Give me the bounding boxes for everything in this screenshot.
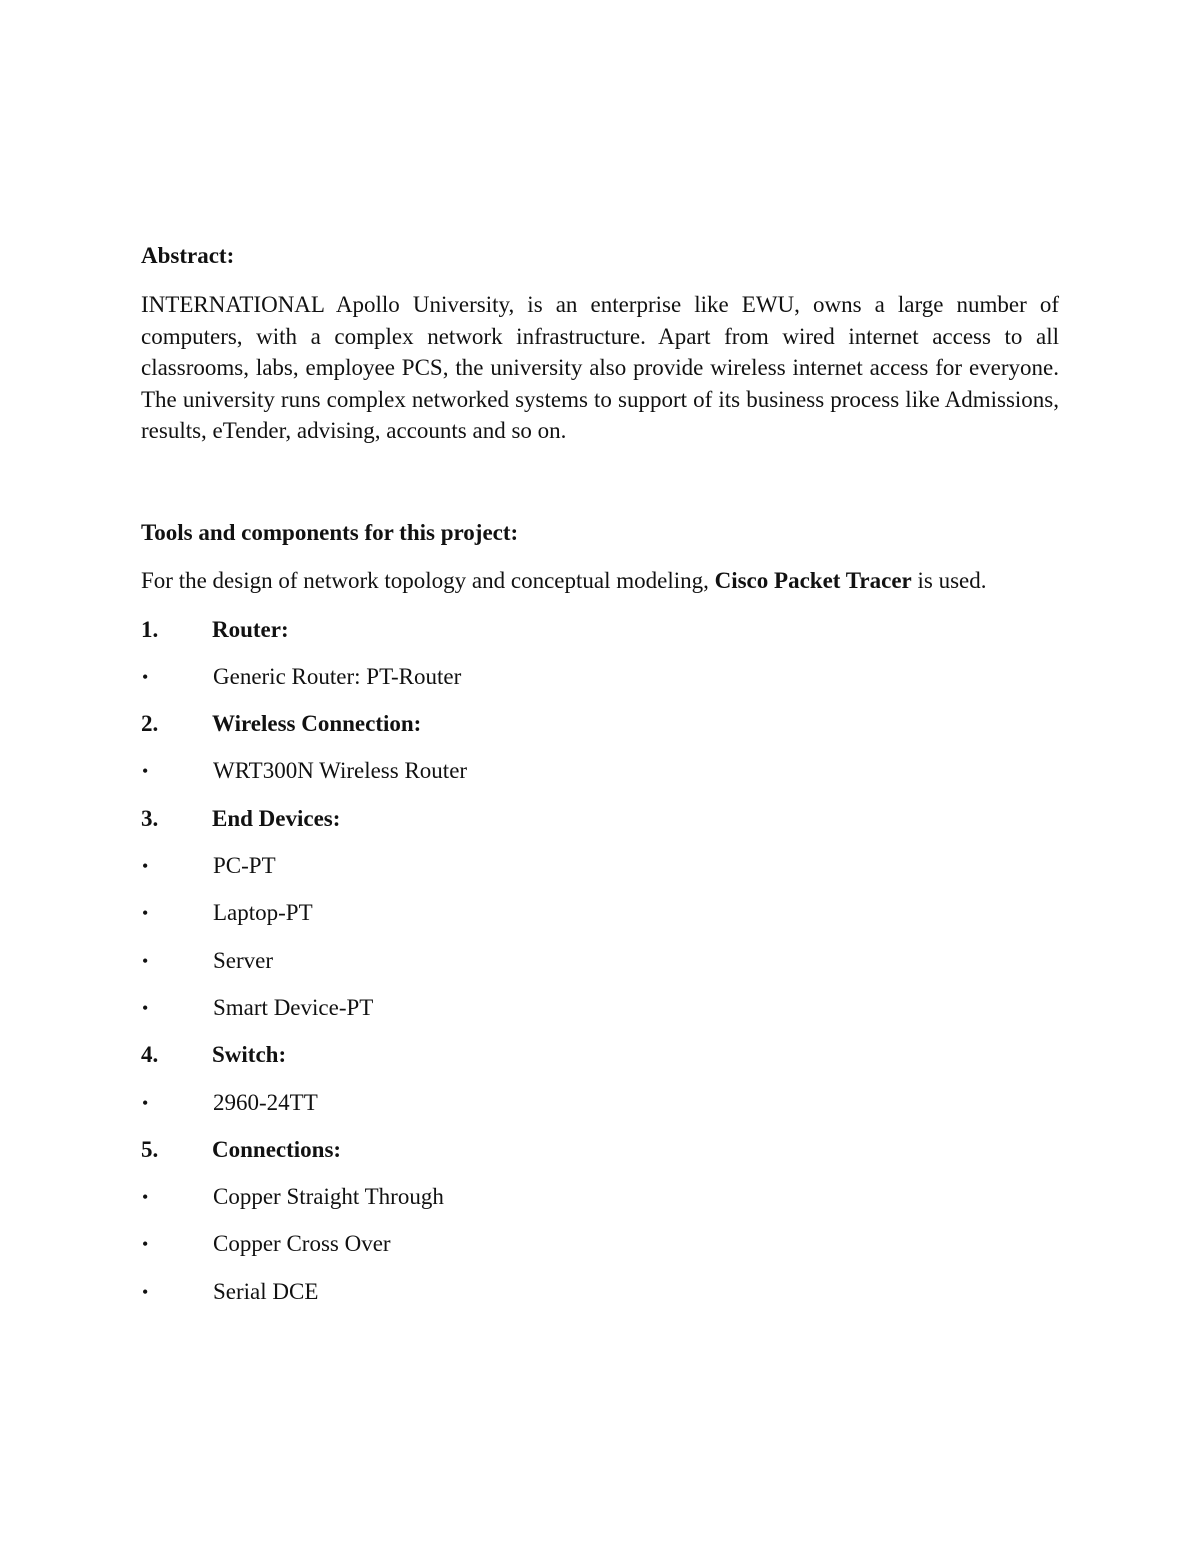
bullet-icon: • [142,1092,149,1113]
bullet-icon: • [142,997,149,1018]
bullet-icon: • [142,1281,149,1302]
abstract-heading: Abstract: [141,243,235,268]
bullet-icon: • [142,666,149,687]
list-item-text: Copper Straight Through [213,1184,444,1210]
list-item [141,945,1059,992]
intro-tool-name: Cisco Packet Tracer [714,567,912,593]
list-item [141,1276,1059,1323]
list-item [141,755,1059,802]
list-item-text: Serial DCE [213,1278,319,1304]
list-heading-text: Connections: [212,1136,342,1162]
bullet-icon: • [142,903,149,924]
list-number: 3. [141,805,159,831]
list-item-text: Generic Router: PT-Router [213,663,462,689]
list-item-heading [141,1039,1059,1086]
list-number: 1. [141,616,159,642]
bullet-icon: • [142,1187,149,1208]
intro-text-start: For the design of network topology and conceptual modeling, [141,567,715,593]
bullet-icon: • [142,950,149,971]
list-item-text: Smart Device-PT [213,994,374,1020]
list-item-text: WRT300N Wireless Router [213,758,468,784]
list-item [141,1181,1059,1228]
list-item [141,992,1059,1039]
list-heading-text: Switch: [212,1042,287,1068]
list-item [141,897,1059,944]
list-item [141,850,1059,897]
list-number: 5. [141,1136,159,1162]
list-item-heading [141,614,1059,661]
list-item-heading [141,1134,1059,1181]
list-item-heading [141,708,1059,755]
bullet-icon: • [142,856,149,877]
document-page [141,240,1059,1323]
list-item-heading [141,803,1059,850]
list-number: 2. [141,711,159,737]
list-item [141,1228,1059,1275]
list-heading-text: End Devices: [212,805,341,831]
list-item-text: Laptop-PT [213,900,313,926]
list-heading-text: Router: [212,616,289,642]
tools-intro-paragraph [141,565,1059,597]
list-number: 4. [141,1042,159,1068]
bullet-icon: • [142,761,149,782]
list-item-text: PC-PT [213,853,276,879]
tools-heading: Tools and components for this project: [141,519,519,545]
list-item-text: 2960-24TT [213,1089,318,1115]
abstract-paragraph: INTERNATIONAL Apollo University, is an enterprise like EWU, owns a large number of computers, with a complex network infrastructure. Apart from wired internet access to all classrooms, labs, employee PCS, the university also provide wireless internet access for everyone. The university runs complex networked systems to support of its business process like Admissions, results, eTender, advising, accounts and so on. [141,292,1059,444]
list-item-text: Copper Cross Over [213,1231,391,1257]
intro-text-end: is used. [911,567,987,593]
list-item [141,661,1059,708]
list-heading-text: Wireless Connection: [212,711,422,737]
component-list [141,614,1059,1323]
list-item-text: Server [213,947,274,973]
list-item [141,1087,1059,1134]
bullet-icon: • [142,1234,149,1255]
